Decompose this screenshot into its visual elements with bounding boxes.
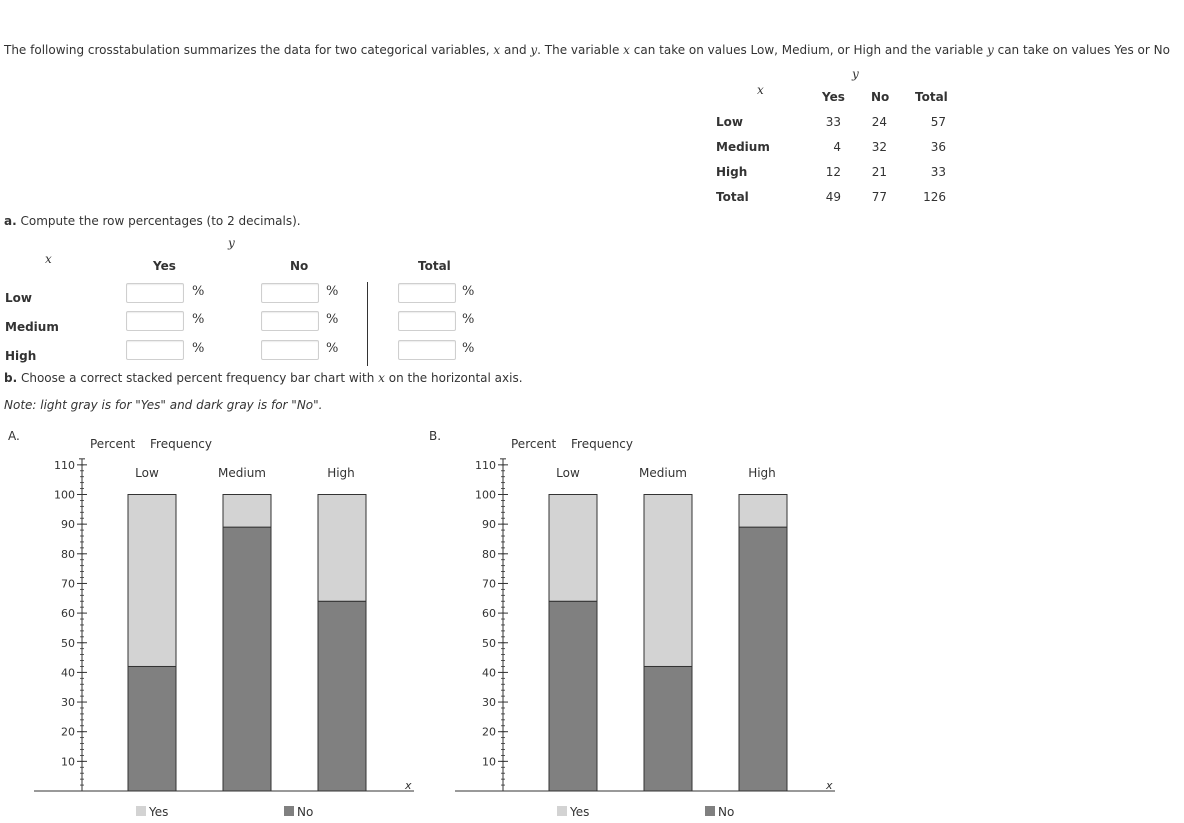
crosstab-cell: 77 <box>871 190 887 204</box>
chart-option-label: A. <box>8 429 20 443</box>
category-label: High <box>327 466 355 480</box>
y-tick-label: 30 <box>61 696 75 710</box>
part-a-row-high: High <box>5 349 37 363</box>
part-a-row-low: Low <box>5 291 32 305</box>
pct-sign: % <box>326 312 339 327</box>
crosstab-row-label: Low <box>716 115 743 129</box>
y-tick-label: 40 <box>61 666 75 680</box>
pct-sign: % <box>326 284 339 299</box>
crosstab-row-label: Total <box>716 190 749 204</box>
bar-segment-yes <box>223 495 271 528</box>
y-tick-label: 70 <box>482 577 496 591</box>
crosstab-cell: 57 <box>930 115 946 129</box>
crosstab-cell: 12 <box>825 165 841 179</box>
part-a-label: a. <box>4 214 17 228</box>
crosstab-col-total: Total <box>915 90 948 104</box>
part-a-text: Compute the row percentages (to 2 decimals). <box>16 214 301 228</box>
pct-sign: % <box>192 312 205 327</box>
pct-sign: % <box>326 341 339 356</box>
pct-sign: % <box>462 284 475 299</box>
intro-and: and <box>500 43 531 57</box>
bar-segment-yes <box>318 495 366 602</box>
legend-swatch-no <box>284 806 294 816</box>
legend-label-no: No <box>297 805 314 819</box>
crosstab-col-no: No <box>871 90 890 104</box>
legend-label-no: No <box>718 805 735 819</box>
part-b-note: Note: light gray is for "Yes" and dark gray is for "No". <box>4 398 323 412</box>
legend-label-yes: Yes <box>570 805 590 819</box>
crosstab-cell: 24 <box>871 115 887 129</box>
part-a-col-total: Total <box>418 259 451 273</box>
y-tick-label: 50 <box>482 636 496 650</box>
chart-title-word: Frequency <box>571 437 633 451</box>
crosstab-cell: 33 <box>930 165 946 179</box>
legend-swatch-yes <box>136 806 146 816</box>
bar-segment-no <box>223 527 271 791</box>
x-axis-label: x <box>826 779 833 792</box>
var-x-symbol-2: x <box>623 43 630 57</box>
part-b-label: b. <box>4 371 18 385</box>
x-axis-label: x <box>405 779 412 792</box>
crosstab-y-label: y <box>852 67 859 81</box>
part-a-col-no: No <box>290 259 309 273</box>
crosstab-cell: 33 <box>825 115 841 129</box>
bar-segment-no <box>644 666 692 791</box>
pct-sign: % <box>192 284 205 299</box>
legend-swatch-no <box>705 806 715 816</box>
var-y-symbol-2: y <box>987 43 994 57</box>
y-tick-label: 40 <box>482 666 496 680</box>
intro-suffix: can take on values Yes or No <box>993 43 1170 57</box>
bar-segment-yes <box>644 495 692 667</box>
category-label: Low <box>135 466 159 480</box>
y-tick-label: 100 <box>475 488 496 502</box>
bar-segment-no <box>549 601 597 791</box>
part-a-col-yes: Yes <box>153 259 176 273</box>
chart-title-word: Frequency <box>150 437 212 451</box>
bar-segment-yes <box>549 495 597 602</box>
y-tick-label: 60 <box>482 607 496 621</box>
bar-segment-no <box>318 601 366 791</box>
y-tick-label: 10 <box>61 755 75 769</box>
bar-segment-no <box>128 666 176 791</box>
category-label: Medium <box>639 466 687 480</box>
var-x-symbol: x <box>493 43 501 57</box>
crosstab-cell: 36 <box>930 140 946 154</box>
y-tick-label: 110 <box>54 458 75 472</box>
crosstab-x-label: x <box>757 83 764 97</box>
part-b-var: x <box>378 371 385 385</box>
category-label: High <box>748 466 776 480</box>
crosstab-row-label: Medium <box>716 140 770 154</box>
y-tick-label: 10 <box>482 755 496 769</box>
y-tick-label: 80 <box>61 547 75 561</box>
y-tick-label: 80 <box>482 547 496 561</box>
category-label: Medium <box>218 466 266 480</box>
y-tick-label: 60 <box>61 607 75 621</box>
y-tick-label: 110 <box>475 458 496 472</box>
intro-mid: . The variable <box>537 43 624 57</box>
crosstab-cell: 49 <box>825 190 841 204</box>
bar-segment-no <box>739 527 787 791</box>
category-label: Low <box>556 466 580 480</box>
y-tick-label: 100 <box>54 488 75 502</box>
y-tick-label: 50 <box>61 636 75 650</box>
chart-option-label: B. <box>429 429 442 443</box>
y-tick-label: 70 <box>61 577 75 591</box>
part-a-x-label: x <box>45 252 52 266</box>
part-b-text-post: on the horizontal axis. <box>384 371 523 385</box>
bar-segment-yes <box>739 495 787 528</box>
part-a-row-medium: Medium <box>5 320 59 334</box>
intro-mid2: can take on values Low, Medium, or High and the variable <box>629 43 987 57</box>
y-tick-label: 20 <box>482 725 496 739</box>
y-tick-label: 90 <box>482 518 496 532</box>
crosstab-col-yes: Yes <box>822 90 845 104</box>
pct-sign: % <box>462 341 475 356</box>
part-b-text-pre: Choose a correct stacked percent frequency bar chart with <box>17 371 379 385</box>
intro-prefix: The following crosstabulation summarizes the data for two categorical variables, <box>4 43 494 57</box>
crosstab-cell: 32 <box>871 140 887 154</box>
legend-label-yes: Yes <box>149 805 169 819</box>
chart-title-word: Percent <box>511 437 557 451</box>
var-y-symbol: y <box>530 43 538 57</box>
crosstab-cell: 4 <box>833 140 841 154</box>
part-a-y-label: y <box>228 236 235 250</box>
y-tick-label: 30 <box>482 696 496 710</box>
bar-segment-yes <box>128 495 176 667</box>
chart-title-word: Percent <box>90 437 136 451</box>
crosstab-cell: 126 <box>923 190 946 204</box>
pct-sign: % <box>462 312 475 327</box>
y-tick-label: 20 <box>61 725 75 739</box>
crosstab-row-label: High <box>716 165 748 179</box>
y-tick-label: 90 <box>61 518 75 532</box>
legend-swatch-yes <box>557 806 567 816</box>
crosstab-cell: 21 <box>871 165 887 179</box>
pct-sign: % <box>192 341 205 356</box>
